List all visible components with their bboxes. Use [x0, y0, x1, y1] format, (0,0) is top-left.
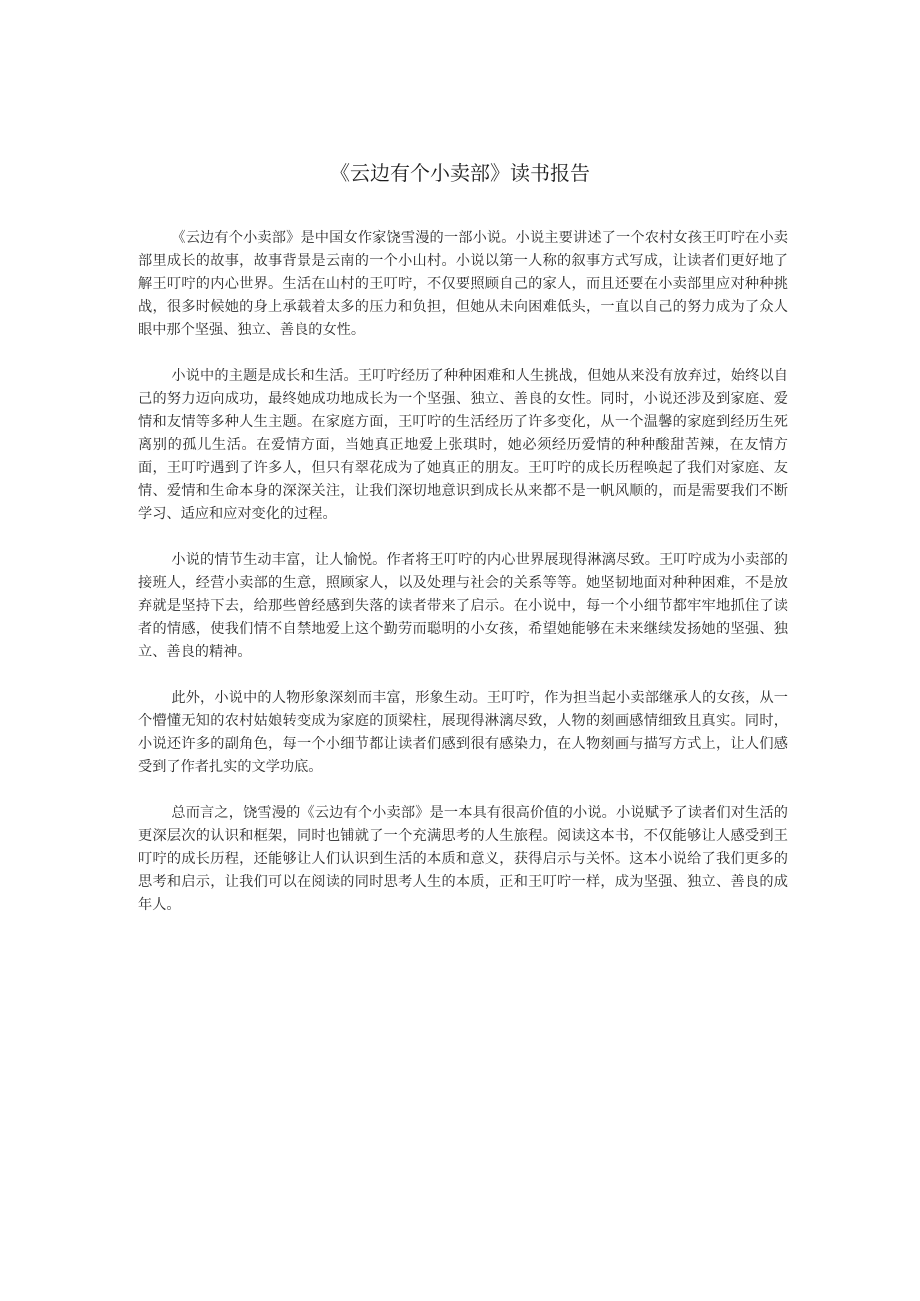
- paragraph-2: 小说中的主题是成长和生活。王叮咛经历了种种困难和人生挑战，但她从来没有放弃过，始终以自己的努力迈向成功，最终她成功地成长为一个坚强、独立、善良的女性。同时，小说还涉及到家庭、爱情和友情等多种人生主题。在家庭方面，王叮咛的生活经历了许多变化，从一个温馨的家庭到经历生死离别的孤儿生活。在爱情方面，当她真正地爱上张琪时，她必须经历爱情的种种酸甜苦辣，在友情方面，王叮咛遇到了许多人，但只有翠花成为了她真正的朋友。王叮咛的成长历程唤起了我们对家庭、友情、爱情和生命本身的深深关注，让我们深切地意识到成长从来都不是一帆风顺的，而是需要我们不断学习、适应和应对变化的过程。: [138, 368, 788, 522]
- paragraph-1: 《云边有个小卖部》是中国女作家饶雪漫的一部小说。小说主要讲述了一个农村女孩王叮咛在小卖部里成长的故事，故事背景是云南的一个小山村。小说以第一人称的叙事方式写成，让读者们更好地了解王叮咛的内心世界。生活在山村的王叮咛，不仅要照顾自己的家人，而且还要在小卖部里应对种种挑战，很多时候她的身上承载着太多的压力和负担，但她从未向困难低头，一直以自己的努力成为了众人眼中那个坚强、独立、善良的女性。: [138, 230, 788, 338]
- document-body: [138, 227, 788, 940]
- paragraph-4: 此外，小说中的人物形象深刻而丰富，形象生动。王叮咛，作为担当起小卖部继承人的女孩，从一个懵懂无知的农村姑娘转变成为家庭的顶梁柱，展现得淋漓尽致，人物的刻画感情细致且真实。同时，小说还许多的副角色，每一个小细节都让读者们感到很有感染力，在人物刻画与描写方式上，让人们感受到了作者扎实的文学功底。: [138, 690, 788, 775]
- paragraph-3: 小说的情节生动丰富，让人愉悦。作者将王叮咛的内心世界展现得淋漓尽致。王叮咛成为小卖部的接班人，经营小卖部的生意，照顾家人，以及处理与社会的关系等等。她坚韧地面对种种困难，不是放弃就是坚持下去，给那些曾经感到失落的读者带来了启示。在小说中，每一个小细节都牢牢地抓住了读者的情感，使我们情不自禁地爱上这个勤劳而聪明的小女孩，希望她能够在未来继续发扬她的坚强、独立、善良的精神。: [138, 552, 788, 660]
- document-title: 《云边有个小卖部》读书报告: [330, 161, 590, 185]
- paragraph-5: 总而言之，饶雪漫的《云边有个小卖部》是一本具有很高价值的小说。小说赋予了读者们对生活的更深层次的认识和框架，同时也铺就了一个充满思考的人生旅程。阅读这本书，不仅能够让人感受到王叮咛的成长历程，还能够让人们认识到生活的本质和意义，获得启示与关怀。这本小说给了我们更多的思考和启示，让我们可以在阅读的同时思考人生的本质，正和王叮咛一样，成为坚强、独立、善良的成年人。: [138, 805, 788, 913]
